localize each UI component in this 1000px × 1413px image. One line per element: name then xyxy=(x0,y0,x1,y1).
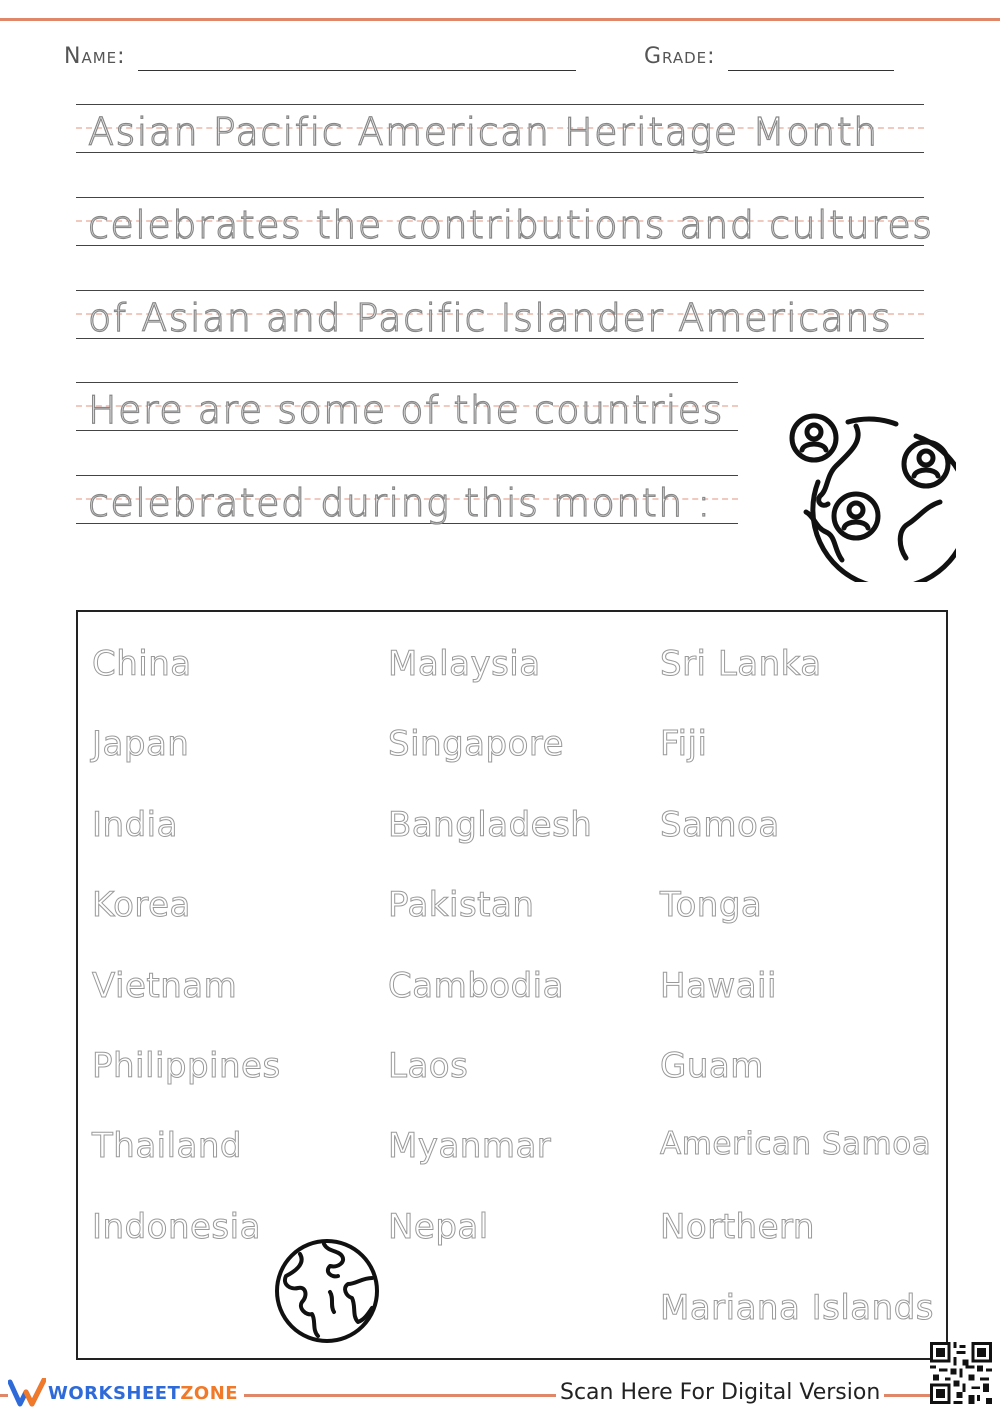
country-samoa: Samoa xyxy=(660,805,780,845)
country-sri-lanka: Sri Lanka xyxy=(660,644,822,684)
country-bangladesh: Bangladesh xyxy=(388,805,593,845)
country-nepal: Nepal xyxy=(388,1207,489,1247)
tracing-text: of Asian and Pacific Islander Americans xyxy=(88,296,893,340)
logo-text: WORKSHEETZONE xyxy=(48,1382,239,1404)
tracing-text: Asian Pacific American Heritage Month xyxy=(88,110,879,154)
qr-code-icon[interactable] xyxy=(930,1342,992,1404)
country-india: India xyxy=(92,805,178,845)
worksheetzone-logo[interactable] xyxy=(8,1376,244,1410)
name-label: Name: xyxy=(64,44,126,69)
country-american-samoa: American Samoa xyxy=(660,1126,932,1162)
country-cambodia: Cambodia xyxy=(388,966,564,1006)
country-mariana-islands: Mariana Islands xyxy=(660,1288,934,1328)
country-singapore: Singapore xyxy=(388,724,565,764)
name-field-line[interactable] xyxy=(138,70,576,71)
country-china: China xyxy=(92,644,192,684)
scan-here-text: Scan Here For Digital Version xyxy=(556,1380,884,1405)
country-japan: Japan xyxy=(92,724,190,764)
tracing-text: Here are some of the countries xyxy=(88,388,724,432)
country-fiji: Fiji xyxy=(660,724,708,764)
country-tonga: Tonga xyxy=(660,885,763,925)
grade-label: Grade: xyxy=(644,44,716,69)
country-myanmar: Myanmar xyxy=(388,1126,552,1166)
top-accent-rule xyxy=(0,18,1000,21)
country-vietnam: Vietnam xyxy=(92,966,238,1006)
country-pakistan: Pakistan xyxy=(388,885,535,925)
country-malaysia: Malaysia xyxy=(388,644,541,684)
globe-icon xyxy=(272,1236,382,1346)
worksheetzone-logo-icon xyxy=(8,1378,46,1408)
country-northern: Northern xyxy=(660,1207,815,1247)
country-philippines: Philippines xyxy=(92,1046,281,1086)
globe-with-people-icon xyxy=(786,412,956,582)
country-guam: Guam xyxy=(660,1046,764,1086)
country-hawaii: Hawaii xyxy=(660,966,777,1006)
country-korea: Korea xyxy=(92,885,191,925)
country-indonesia: Indonesia xyxy=(92,1207,261,1247)
country-thailand: Thailand xyxy=(92,1126,243,1166)
grade-field-line[interactable] xyxy=(728,70,894,71)
country-laos: Laos xyxy=(388,1046,469,1086)
tracing-text: celebrates the contributions and cultures xyxy=(88,203,934,247)
tracing-text: celebrated during this month : xyxy=(88,481,712,525)
